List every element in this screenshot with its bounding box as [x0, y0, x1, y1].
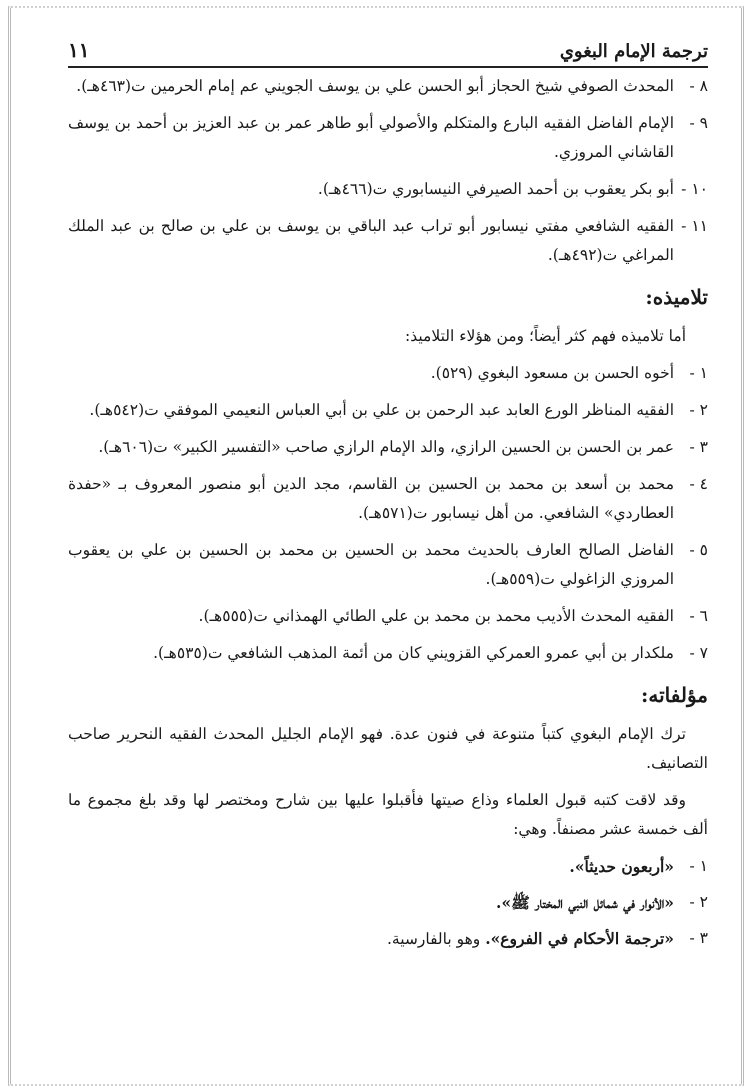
list-item: [68, 175, 708, 204]
item-number: ٧ -: [689, 644, 708, 662]
item-number: ٢ -: [689, 893, 708, 911]
list-item: [68, 536, 708, 594]
item-number: ٥ -: [689, 541, 708, 559]
item-number: ٤ -: [689, 475, 708, 493]
running-title: ترجمة الإمام البغوي: [559, 41, 708, 62]
item-number: ١ -: [689, 364, 708, 382]
item-number: ٣ -: [689, 438, 708, 456]
item-text: عمر بن الحسن بن الحسين الرازي، والد الإمام الرازي صاحب «التفسير الكبير» ت(٦٠٦هـ).: [98, 438, 674, 456]
book-title: «أربعون حديثاً».: [569, 857, 674, 876]
works-list: [68, 852, 708, 954]
item-text: [68, 888, 674, 918]
list-item: [68, 433, 708, 462]
item-number: ٦ -: [689, 607, 708, 625]
works-paragraph-1: ترك الإمام البغوي كتباً متنوعة في فنون عدة. فهو الإمام الجليل المحدث الفقيه النحرير صاحب التصانيف.: [68, 725, 708, 772]
list-item: [68, 852, 708, 882]
item-text: أبو بكر يعقوب بن أحمد الصيرفي النيسابوري ت(٤٦٦هـ).: [317, 180, 674, 198]
list-item: [68, 470, 708, 528]
list-item: [68, 109, 708, 167]
works-heading: مؤلفاته:: [640, 683, 708, 707]
item-text: [68, 852, 674, 882]
book-note: وهو بالفارسية.: [386, 930, 486, 948]
list-item: [68, 396, 708, 425]
item-number: ١ -: [689, 857, 708, 875]
item-text: الفقيه المناظر الورع العابد عبد الرحمن بن علي بن أبي العباس النعيمي الموفقي ت(٥٤٢هـ).: [89, 401, 674, 419]
item-number: ٢ -: [689, 401, 708, 419]
item-number: ٣ -: [689, 929, 708, 947]
item-text: الفاضل الصالح العارف بالحديث محمد بن الحسين بن محمد بن الحسين بن علي بن يعقوب المروزي الزاغولي ت(٥٥٩هـ).: [68, 541, 674, 588]
students-intro: أما تلاميذه فهم كثر أيضاً؛ ومن هؤلاء التلاميذ:: [405, 327, 686, 345]
item-number: ١١ -: [681, 217, 708, 235]
document-page: [68, 28, 708, 960]
list-item: [68, 72, 708, 101]
item-text: المحدث الصوفي شيخ الحجاز أبو الحسن علي بن يوسف الجويني عم إمام الحرمين ت(٤٦٣هـ).: [76, 77, 674, 95]
item-number: ٩ -: [689, 114, 708, 132]
item-text: محمد بن أسعد بن محمد بن الحسين بن القاسم، مجد الدين أبو منصور المعروف بـ «حفدة العطاردي» الشافعي. من أهل نيسابور ت(٥٧١هـ).: [68, 475, 674, 522]
page-header: [68, 28, 708, 68]
item-text: ملكدار بن أبي عمرو العمركي القزويني كان من أئمة المذهب الشافعي ت(٥٣٥هـ).: [153, 644, 674, 662]
item-text: أخوه الحسن بن مسعود البغوي (٥٢٩).: [430, 364, 674, 382]
book-title: «ترجمة الأحكام في الفروع».: [485, 929, 674, 948]
page-number: ١١: [68, 38, 90, 62]
list-item: [68, 888, 708, 918]
item-text: الإمام الفاضل الفقيه البارع والمتكلم والأصولي أبو طاهر عمر بن عبد العزيز بن أحمد بن يوسف القاشاني المروزي.: [68, 114, 674, 161]
book-title: «الأنوار في شمائل النبي المختار ﷺ».: [496, 893, 674, 912]
list-item: [68, 924, 708, 954]
item-text: الفقيه المحدث الأديب محمد بن محمد بن علي الطائي الهمذاني ت(٥٥٥هـ).: [198, 607, 674, 625]
item-text: [68, 924, 674, 954]
works-paragraph-2: وقد لاقت كتبه قبول العلماء وذاع صيتها فأقبلوا عليها بين شارح ومختصر لها وقد بلغ مجموع ما ألف خمسة عشر مصنفاً. وهي:: [68, 791, 708, 838]
item-text: الفقيه الشافعي مفتي نيسابور أبو تراب عبد الباقي بن يوسف بن علي بن صالح بن عبد الملك المراغي ت(٤٩٢هـ).: [68, 217, 674, 264]
item-number: ٨ -: [689, 77, 708, 95]
students-heading: تلاميذه:: [645, 285, 708, 309]
list-item: [68, 602, 708, 631]
teachers-list-continued: [68, 72, 708, 270]
list-item: [68, 639, 708, 668]
list-item: [68, 212, 708, 270]
list-item: [68, 359, 708, 388]
students-list: [68, 359, 708, 668]
item-number: ١٠ -: [681, 180, 708, 198]
